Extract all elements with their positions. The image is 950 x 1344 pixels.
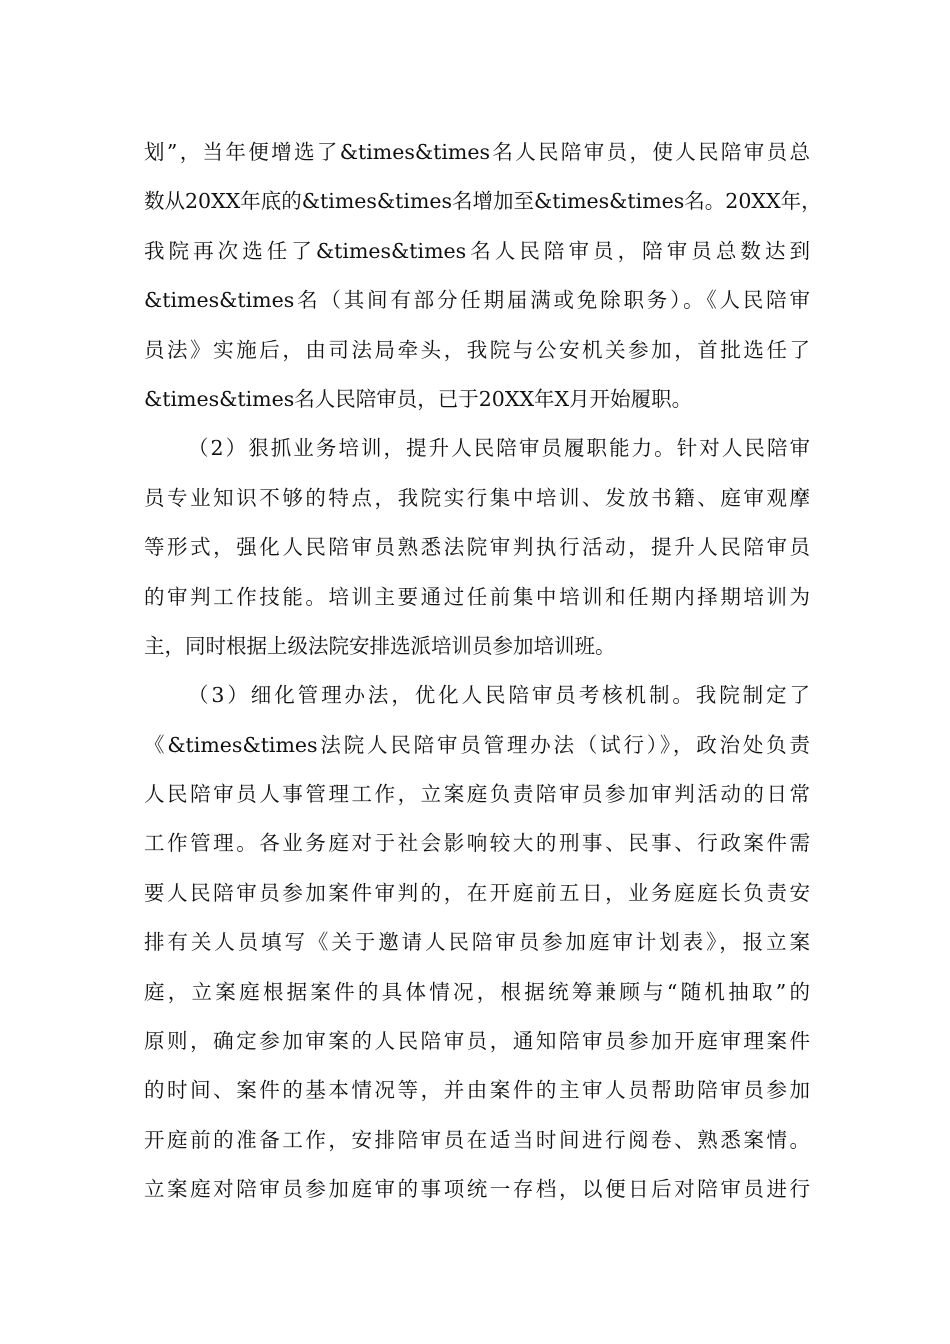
text-line: &times&times名人民陪审员，已于20XX年X月开始履职。 xyxy=(144,386,693,411)
body-text xyxy=(144,128,822,1215)
text-line: 原则，确定参加审案的人民陪审员，通知陪审员参加开庭审理案件 xyxy=(144,1029,810,1054)
text-line: 的审判工作技能。培训主要通过任前集中培训和任期内择期培训为 xyxy=(144,584,810,609)
text-line: （2）狠抓业务培训，提升人民陪审员履职能力。针对人民陪审 xyxy=(188,436,810,461)
text-line: 立案庭对陪审员参加庭审的事项统一存档，以便日后对陪审员进行 xyxy=(144,1177,810,1202)
text-line: 员法》实施后，由司法局牵头，我院与公安机关参加，首批选任了 xyxy=(144,337,810,362)
text-line: （3）细化管理办法，优化人民陪审员考核机制。我院制定了 xyxy=(188,683,810,708)
text-line: 我院再次选任了&times&times名人民陪审员，陪审员总数达到 xyxy=(144,238,810,263)
text-line: 要人民陪审员参加案件审判的，在开庭前五日，业务庭庭长负责安 xyxy=(144,880,810,905)
text-line: 员专业知识不够的特点，我院实行集中培训、发放书籍、庭审观摩 xyxy=(144,485,810,510)
text-line: 数从20XX年底的&times&times名增加至&times&times名。20XX年， xyxy=(144,189,822,214)
text-line: 的时间、案件的基本情况等，并由案件的主审人员帮助陪审员参加 xyxy=(144,1078,810,1103)
text-line: &times&times名（其间有部分任期届满或免除职务）。《人民陪审 xyxy=(144,288,810,313)
text-line: 庭，立案庭根据案件的具体情况，根据统筹兼顾与“随机抽取”的 xyxy=(144,979,810,1004)
text-line: 划”，当年便增选了&times&times名人民陪审员，使人民陪审员总 xyxy=(144,140,810,164)
text-line: 人民陪审员人事管理工作，立案庭负责陪审员参加审判活动的日常 xyxy=(144,782,810,807)
text-line: 《&times&times法院人民陪审员管理办法（试行）》，政治处负责 xyxy=(144,732,810,757)
text-line: 等形式，强化人民陪审员熟悉法院审判执行活动，提升人民陪审员 xyxy=(144,535,810,560)
text-line: 工作管理。各业务庭对于社会影响较大的刑事、民事、行政案件需 xyxy=(144,831,810,856)
text-line: 排有关人员填写《关于邀请人民陪审员参加庭审计划表》，报立案 xyxy=(144,930,810,955)
text-line: 主，同时根据上级法院安排选派培训员参加培训班。 xyxy=(144,633,616,658)
text-line: 开庭前的准备工作，安排陪审员在适当时间进行阅卷、熟悉案情。 xyxy=(144,1127,810,1152)
